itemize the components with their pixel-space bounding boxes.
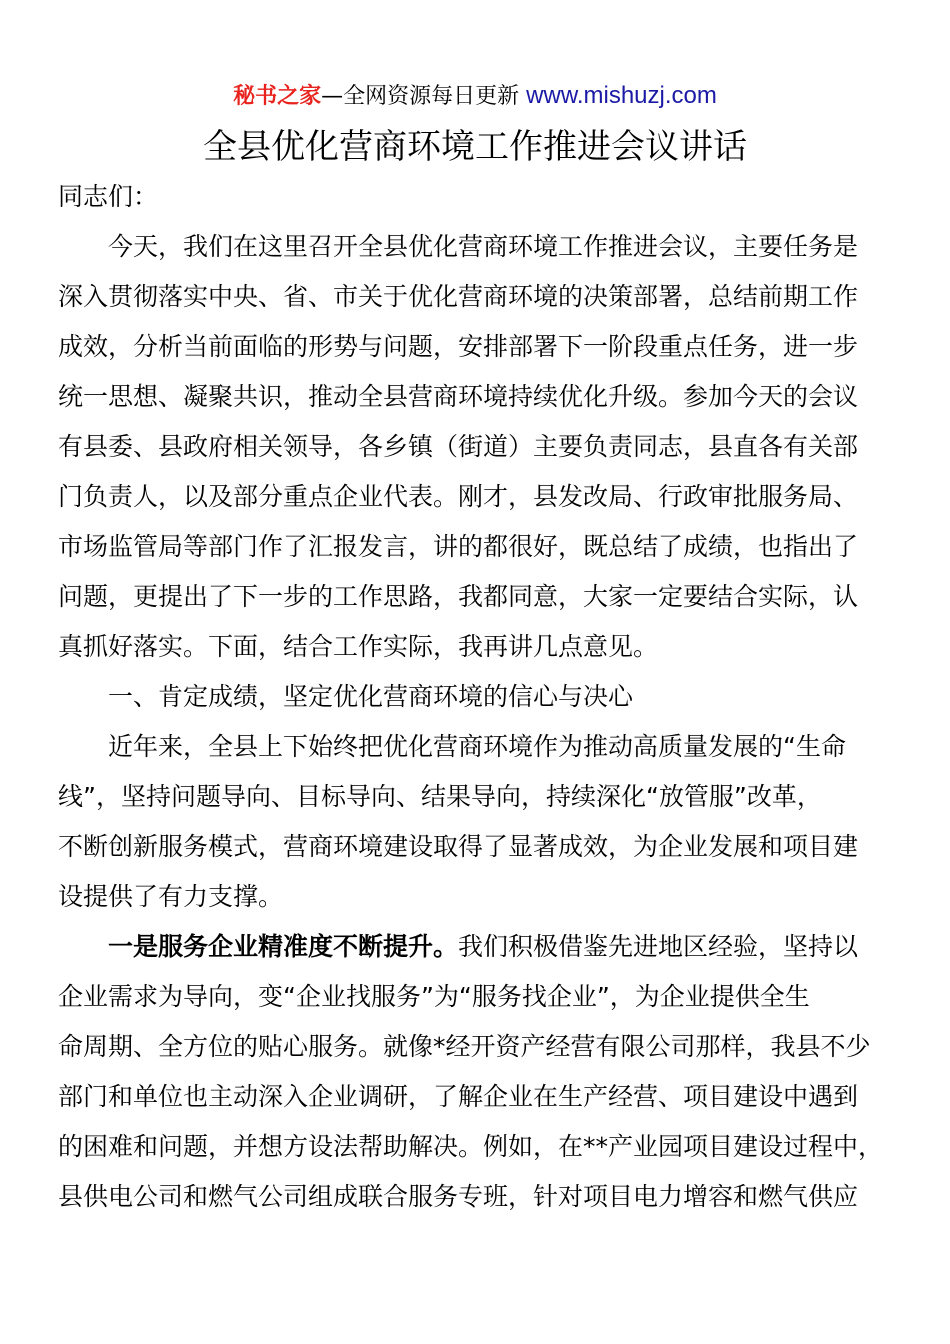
paragraph-line: 县供电公司和燃气公司组成联合服务专班，针对项目电力增容和燃气供应: [58, 1182, 859, 1211]
paragraph-line: 线”，坚持问题导向、目标导向、结果导向，持续深化“放管服”改革，: [58, 782, 822, 811]
paragraph-line: 的困难和问题，并想方设法帮助解决。例如，在**产业园项目建设过程中，: [58, 1132, 884, 1161]
paragraph-line: 有县委、县政府相关领导，各乡镇（街道）主要负责同志，县直各有关部: [58, 432, 859, 461]
site-url[interactable]: www.mishuzj.com: [526, 82, 717, 109]
paragraph-line: 成效，分析当前面临的形势与问题，安排部署下一阶段重点任务，进一步: [58, 332, 859, 361]
paragraph-line: 命周期、全方位的贴心服务。就像*经开资产经营有限公司那样，我县不少: [58, 1032, 871, 1061]
site-header: [0, 80, 950, 113]
paragraph-line: [58, 922, 898, 972]
document-body: [58, 172, 898, 1222]
paragraph-line: 今天，我们在这里召开全县优化营商环境工作推进会议，主要任务是: [108, 232, 859, 261]
header-tagline: —全网资源每日更新: [321, 84, 520, 109]
lead-line-rest: 我们积极借鉴先进地区经验，坚持以: [458, 932, 859, 961]
paragraph-line: 真抓好落实。下面，结合工作实际，我再讲几点意见。: [58, 632, 659, 661]
salutation: 同志们：: [58, 182, 159, 211]
paragraph-line: 企业需求为导向，变“企业找服务”为“服务找企业”，为企业提供全生: [58, 982, 810, 1011]
paragraph-line: 部门和单位也主动深入企业调研，了解企业在生产经营、项目建设中遇到: [58, 1082, 859, 1111]
brand-name: 秘书之家: [233, 84, 322, 109]
paragraph-line: 问题，更提出了下一步的工作思路，我都同意，大家一定要结合实际，认: [58, 582, 859, 611]
document-title: 全县优化营商环境工作推进会议讲话: [203, 127, 747, 167]
paragraph-achievements: [58, 722, 898, 922]
paragraph-line: 门负责人，以及部分重点企业代表。刚才，县发改局、行政审批服务局、: [58, 482, 859, 511]
paragraph-line: 设提供了有力支撑。: [58, 882, 284, 911]
paragraph-line: 市场监管局等部门作了汇报发言，讲的都很好，既总结了成绩，也指出了: [58, 532, 859, 561]
paragraph-service: [58, 922, 898, 1222]
paragraph-line: 统一思想、凝聚共识，推动全县营商环境持续优化升级。参加今天的会议: [58, 382, 859, 411]
paragraph-line: 不断创新服务模式，营商环境建设取得了显著成效，为企业发展和项目建: [58, 832, 859, 861]
paragraph-line: 深入贯彻落实中央、省、市关于优化营商环境的决策部署，总结前期工作: [58, 282, 859, 311]
bold-lead: 一是服务企业精准度不断提升。: [108, 932, 459, 961]
paragraph-opening: [58, 222, 898, 672]
section-heading: 一、肯定成绩，坚定优化营商环境的信心与决心: [108, 682, 634, 711]
paragraph-line: 近年来，全县上下始终把优化营商环境作为推动高质量发展的“生命: [108, 732, 846, 761]
